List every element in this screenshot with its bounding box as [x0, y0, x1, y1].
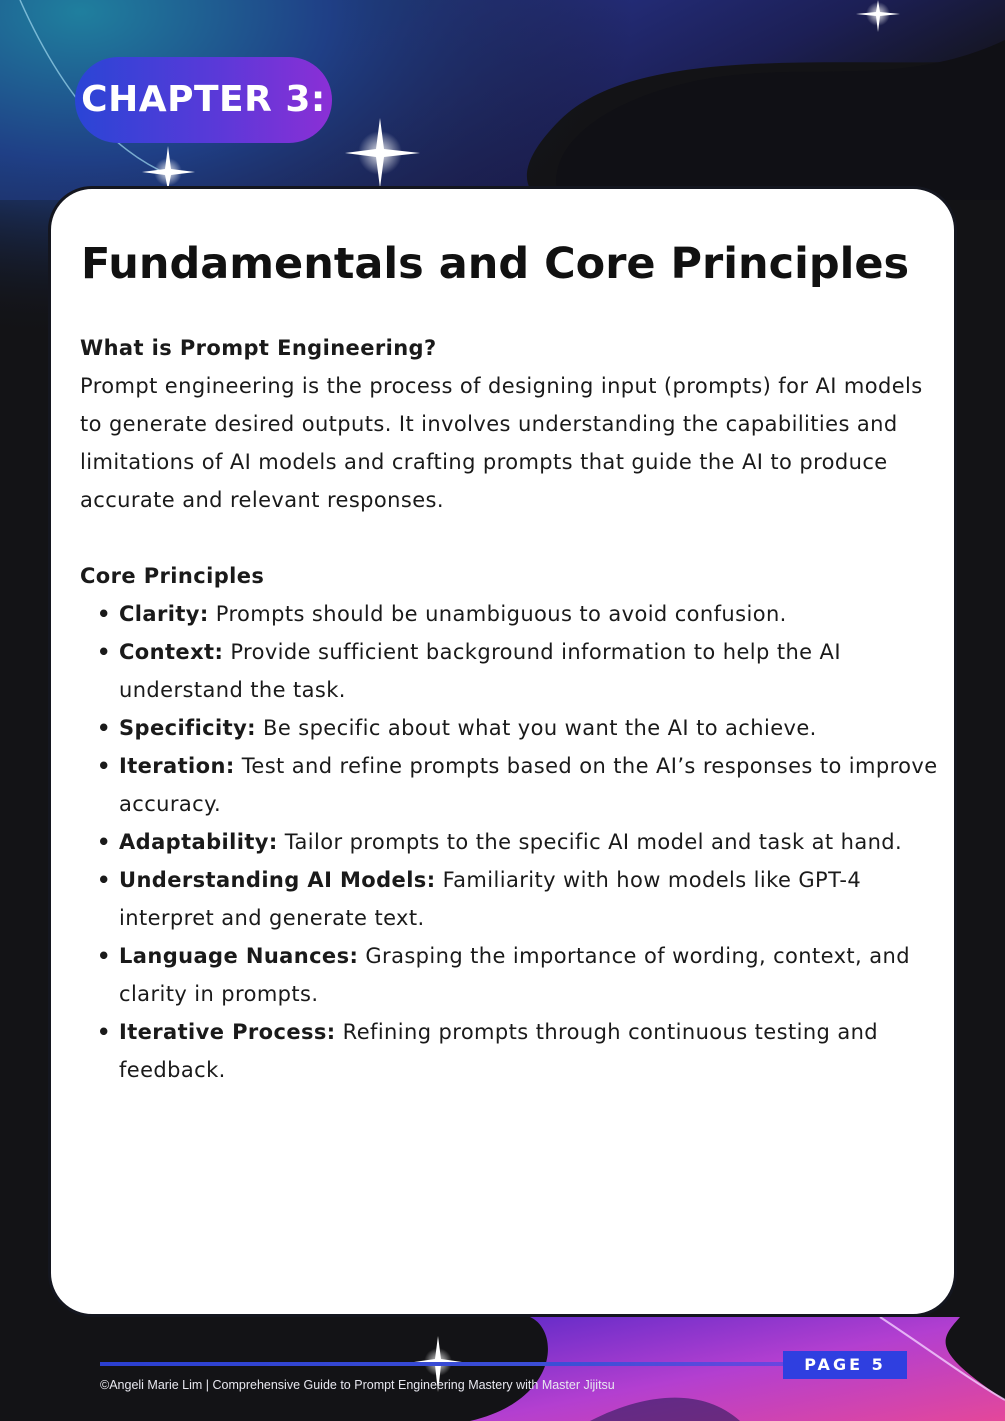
page-number-badge: PAGE 5 — [783, 1351, 907, 1379]
principle-term: Understanding AI Models: — [119, 868, 436, 892]
principle-text: Test and refine prompts based on the AI’s responses to improve accuracy. — [119, 754, 938, 816]
list-item — [119, 823, 940, 861]
section-heading-what-is: What is Prompt Engineering? — [80, 336, 437, 360]
content-card — [48, 186, 957, 1317]
principle-term: Specificity: — [119, 716, 256, 740]
principle-text: Refining prompts through continuous testing and feedback. — [119, 1020, 879, 1082]
principle-text: Grasping the importance of wording, context, and clarity in prompts. — [119, 944, 910, 1006]
list-item — [119, 633, 940, 709]
principle-text: Provide sufficient background information to help the AI understand the task. — [119, 640, 841, 702]
list-item — [119, 595, 940, 633]
footer-divider — [100, 1362, 785, 1366]
principle-term: Context: — [119, 640, 224, 664]
page-title: Fundamentals and Core Principles — [81, 239, 910, 289]
principle-text: Familiarity with how models like GPT-4 interpret and generate text. — [119, 868, 862, 930]
section-spacer — [80, 519, 940, 557]
chapter-label: CHAPTER 3: — [75, 57, 332, 143]
principles-list — [80, 595, 940, 1089]
list-item — [119, 709, 940, 747]
principle-text: Prompts should be unambiguous to avoid confusion. — [215, 602, 787, 626]
list-item — [119, 937, 940, 1013]
list-item — [119, 747, 940, 823]
content-body — [80, 329, 940, 1089]
section-heading-core-principles: Core Principles — [80, 564, 265, 588]
principle-term: Adaptability: — [119, 830, 278, 854]
principle-text: Be specific about what you want the AI to achieve. — [263, 716, 817, 740]
copyright-text: ©Angeli Marie Lim | Comprehensive Guide to Prompt Engineering Mastery with Master Jijitsu — [100, 1378, 615, 1392]
principle-term: Iteration: — [119, 754, 235, 778]
principle-term: Iterative Process: — [119, 1020, 336, 1044]
principle-text: Tailor prompts to the specific AI model and task at hand. — [284, 830, 903, 854]
list-item — [119, 1013, 940, 1089]
list-item — [119, 861, 940, 937]
principle-term: Clarity: — [119, 602, 209, 626]
section-paragraph-what-is: Prompt engineering is the process of designing input (prompts) for AI models to generate desired outputs. It involves understanding the capabilities and limitations of AI models and crafting prompts that guide the AI to produce accurate and relevant responses. — [80, 374, 923, 512]
principle-term: Language Nuances: — [119, 944, 359, 968]
